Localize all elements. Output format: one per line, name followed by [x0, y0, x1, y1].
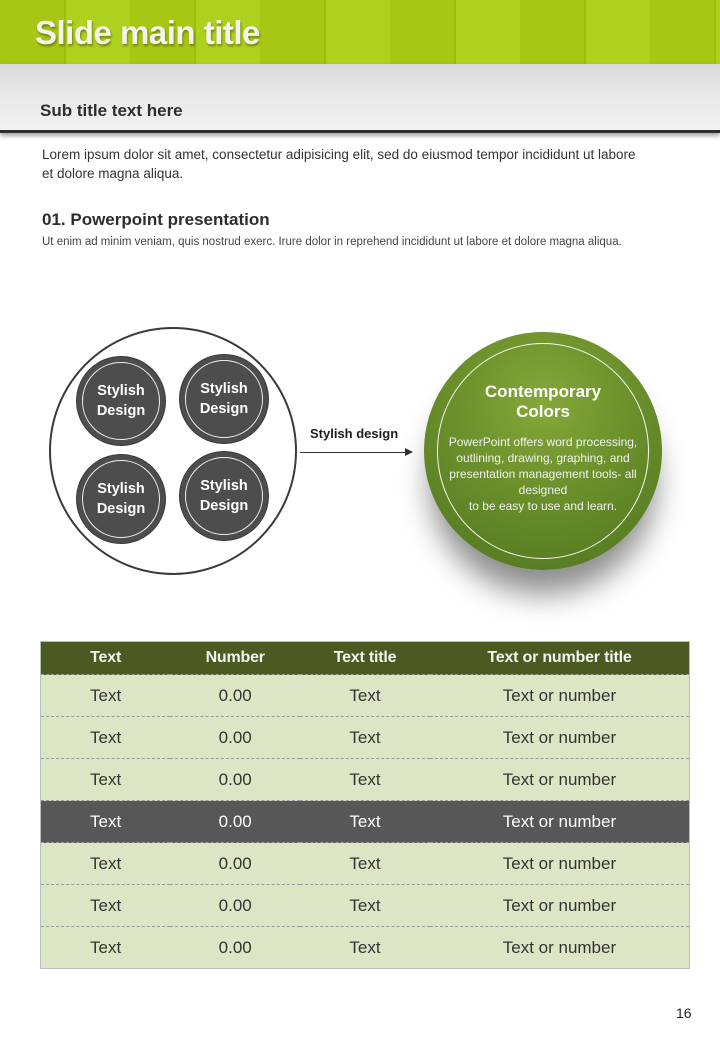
table-cell: Text — [41, 759, 171, 801]
table-cell: Text or number — [430, 717, 690, 759]
table-cell: Text or number — [430, 759, 690, 801]
table-cell: Text — [300, 717, 430, 759]
slide-title: Slide main title — [35, 14, 260, 51]
table-cell: Text — [41, 717, 171, 759]
column-header: Text or number title — [430, 642, 690, 675]
table-cell: Text — [41, 843, 171, 885]
table-cell: Text — [41, 801, 171, 843]
data-table — [40, 641, 690, 969]
table-cell: Text — [300, 885, 430, 927]
column-header: Text — [41, 642, 171, 675]
table-cell: Text — [300, 801, 430, 843]
arrow-line — [300, 452, 406, 453]
table-cell: Text — [300, 759, 430, 801]
table-cell: 0.00 — [170, 885, 300, 927]
column-header: Text title — [300, 642, 430, 675]
contemporary-colors-circle — [424, 332, 662, 570]
table-cell: Text — [41, 675, 171, 717]
table-row — [41, 927, 690, 969]
table-row — [41, 843, 690, 885]
design-group-ring — [49, 327, 297, 575]
table-cell: Text — [41, 927, 171, 969]
table-row — [41, 885, 690, 927]
header-bar — [0, 0, 720, 64]
table-cell: Text — [41, 885, 171, 927]
slide-subtitle: Sub title text here — [40, 101, 183, 120]
arrow-head-icon — [405, 448, 413, 456]
section-body: Ut enim ad minim veniam, quis nostrud exerc. Irure dolor in reprehend incididunt ut labore et dolore magna aliqua. — [42, 236, 622, 248]
circle-label: Stylish Design — [82, 460, 160, 538]
table-cell: Text or number — [430, 927, 690, 969]
circle-label: Stylish Design — [185, 457, 263, 535]
table-cell: Text or number — [430, 675, 690, 717]
table-header-row — [41, 642, 690, 675]
table-cell: Text or number — [430, 801, 690, 843]
table-row — [41, 675, 690, 717]
table-cell: Text — [300, 843, 430, 885]
arrow-label: Stylish design — [310, 426, 399, 441]
section-title: 01. Powerpoint presentation — [42, 210, 270, 229]
table-row — [41, 759, 690, 801]
stylish-design-circle — [180, 452, 268, 540]
circle-label: Stylish Design — [185, 360, 263, 438]
result-body: PowerPoint offers word processing, outlining, drawing, graphing, and presentation management tools- all designed to be easy to use and learn. — [448, 435, 638, 513]
column-header: Number — [170, 642, 300, 675]
stylish-design-circle — [180, 355, 268, 443]
table-cell: 0.00 — [170, 843, 300, 885]
table-cell: Text or number — [430, 843, 690, 885]
table-cell: 0.00 — [170, 717, 300, 759]
stylish-design-circle — [77, 455, 165, 543]
result-title: Contemporary Colors — [484, 382, 602, 421]
table-cell: Text or number — [430, 885, 690, 927]
table-cell: Text — [300, 675, 430, 717]
circle-label: Stylish Design — [82, 362, 160, 440]
table-row-highlighted — [41, 801, 690, 843]
table-cell: 0.00 — [170, 759, 300, 801]
intro-paragraph: Lorem ipsum dolor sit amet, consectetur adipisicing elit, sed do eiusmod tempor incididunt ut labore et dolore magna aliqua. — [42, 147, 636, 181]
table-cell: 0.00 — [170, 675, 300, 717]
table-cell: 0.00 — [170, 927, 300, 969]
table-row — [41, 717, 690, 759]
page-number: 16 — [676, 1005, 692, 1021]
subtitle-bar — [0, 64, 720, 133]
table-cell: 0.00 — [170, 801, 300, 843]
table-cell: Text — [300, 927, 430, 969]
stylish-design-circle — [77, 357, 165, 445]
